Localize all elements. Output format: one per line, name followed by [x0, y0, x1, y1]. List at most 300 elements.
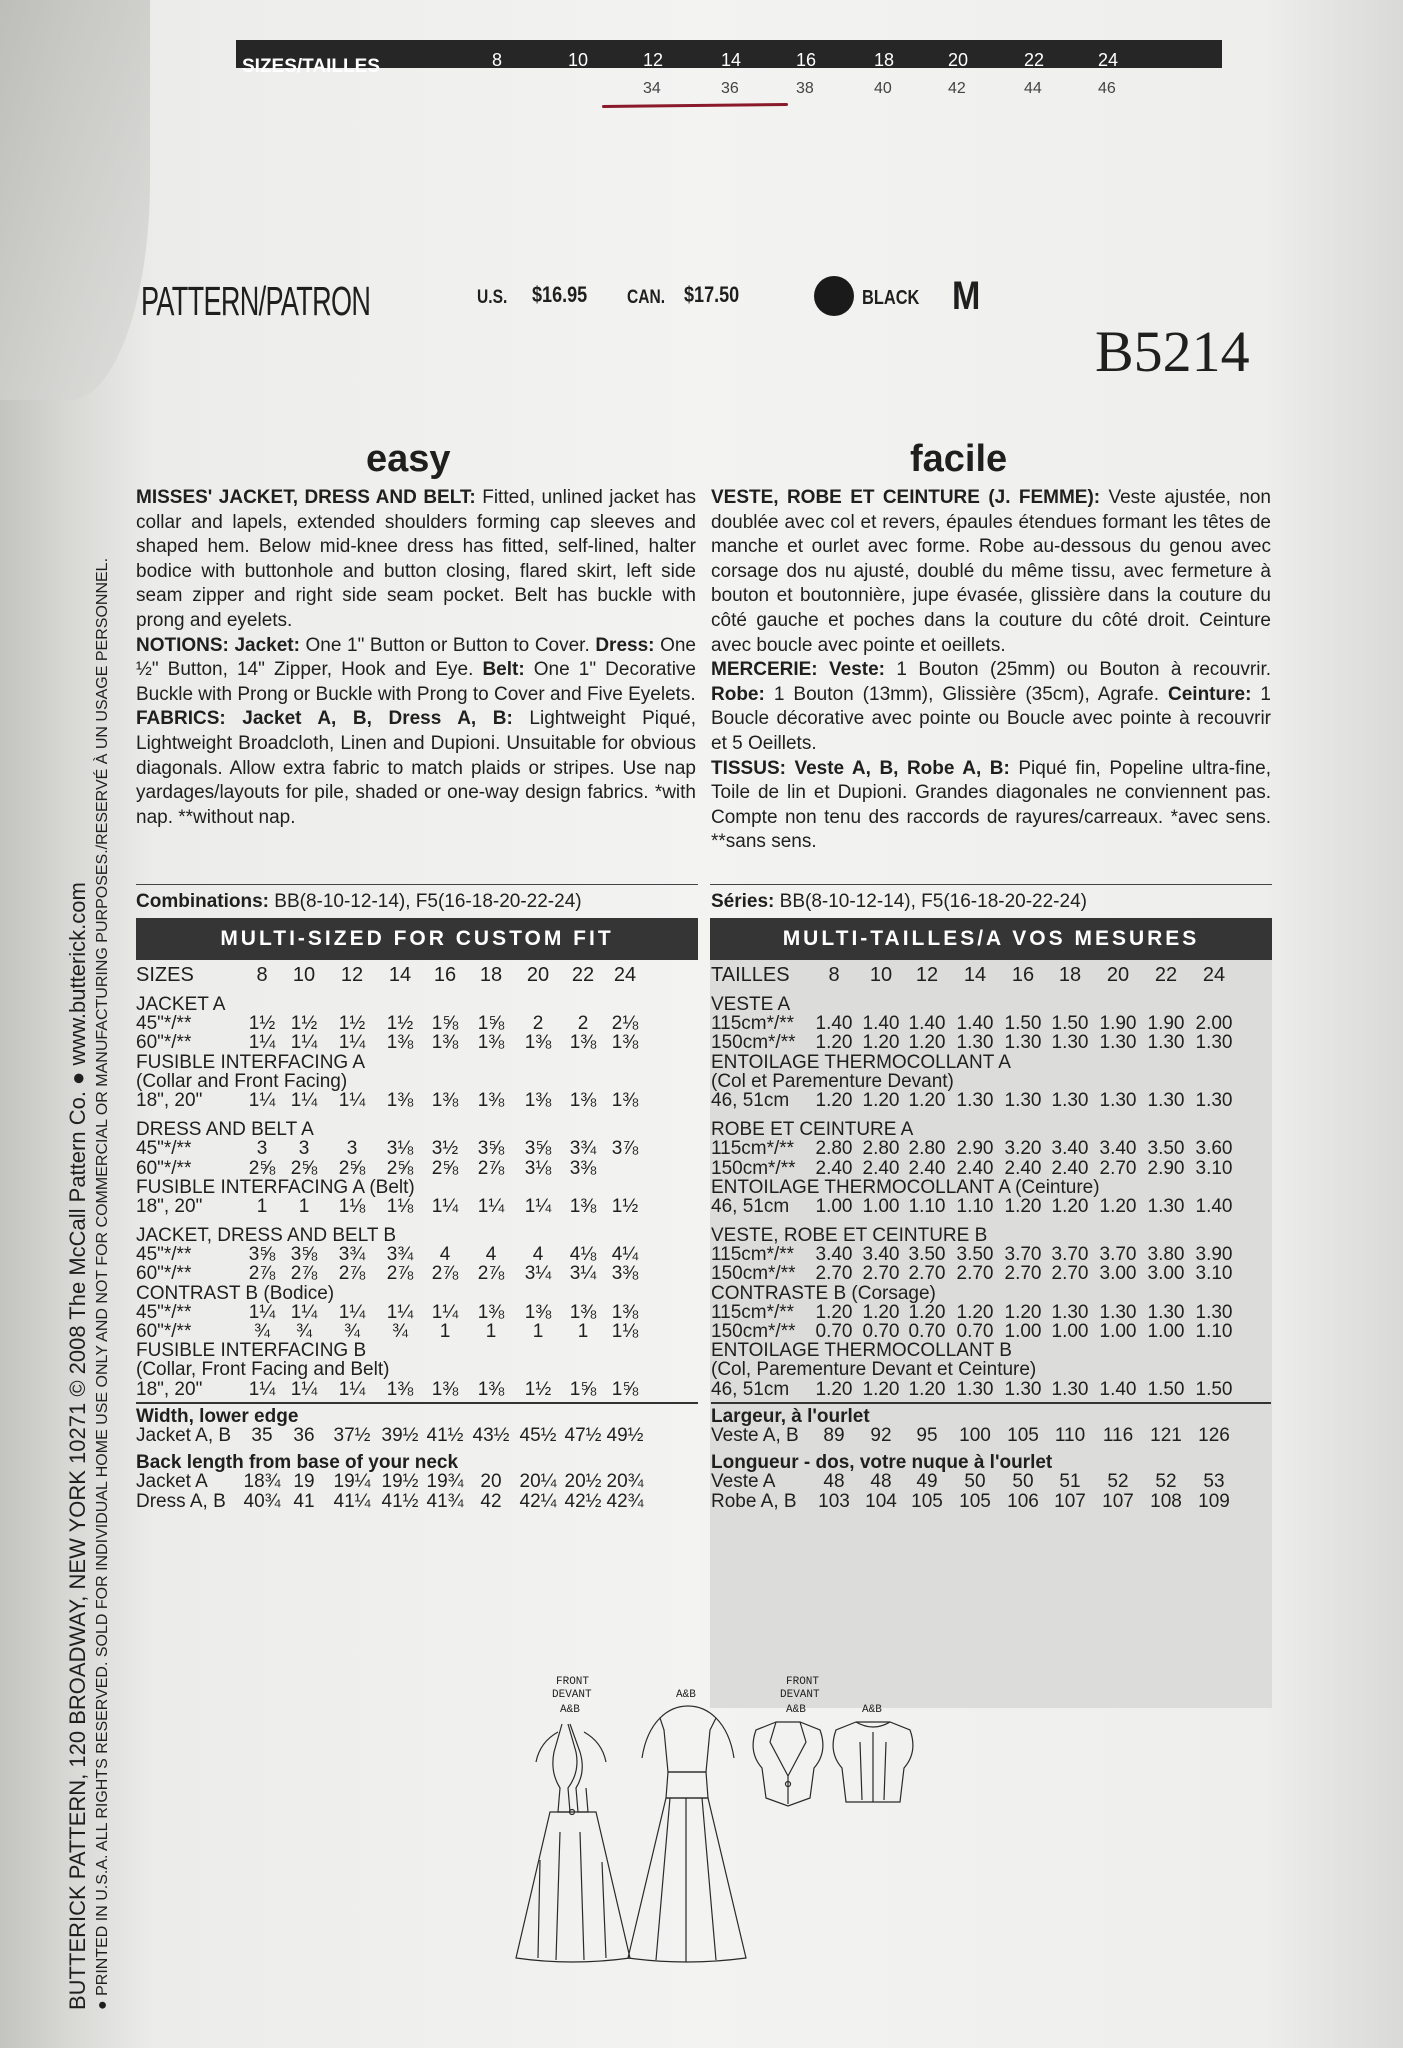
size-header-row [136, 964, 698, 994]
fabrics-text: Lightweight Piqué, Lightweight Broadcloth, Linen and Dupioni. Unsuitable for obvious diagonals. Allow extra fabric to match plaids or stripes. Use nap yardages/layouts for pile, shaded or one-way design fabrics. *with nap. **without nap. [136, 708, 696, 828]
heading-easy: easy [366, 438, 451, 480]
table-cell: 1⅜ [477, 1032, 505, 1054]
table-cell: 105 [1007, 1424, 1039, 1446]
table-cell: 14 [388, 964, 412, 986]
table-cell: 107 [1102, 1490, 1134, 1512]
row-label: CONTRAST B (Bodice) [136, 1282, 335, 1304]
table-cell: 1.10 [1195, 1321, 1233, 1342]
table-cell: 1.30 [956, 1032, 994, 1054]
table-cell: 16 [1011, 964, 1035, 986]
table-cell: 109 [1198, 1490, 1230, 1512]
label-ab-4: A&B [862, 1704, 882, 1716]
table-cell: 2.70 [1004, 1263, 1042, 1285]
label-front-2: FRONT [786, 1676, 820, 1688]
desc-text-fr: Veste ajustée, non doublée avec col et revers, épaules étendues formant les têtes de manche et ourlet avec forme. Robe au-dessous du genou avec corsage dos nu ajusté, doublé du même tissu, avec fermeture à bouton et boutonnière, jupe évasée, glissière dans la couture du côté gauche et poches dans la couture du côté droit. Ceinture avec boucle avec pointe et oeillets. [711, 487, 1271, 656]
vertical-copyright-text [64, 360, 114, 2010]
table-cell: 4⅛ [569, 1244, 597, 1266]
row-label: ENTOILAGE THERMOCOLLANT B [711, 1340, 1012, 1362]
table-cell: 1.20 [908, 1378, 946, 1400]
table-cell: 3.40 [1099, 1138, 1137, 1160]
dress-back-view [628, 1689, 746, 1962]
dress-front-view [516, 1676, 630, 1962]
table-cell: 1.90 [1147, 1013, 1185, 1035]
table-cell: 1.30 [1147, 1301, 1185, 1323]
desc-text: Fitted, unlined jacket has collar and lapels, extended shoulders forming cap sleeves and shaped hem. Below mid-knee dress has fitted, self-lined, halter bodice with buttonhole and button closing, flared skirt, left side seam zipper and right side seam pocket. Belt has buckle with prong and eyelets. [136, 487, 696, 631]
table-cell: 105 [959, 1490, 991, 1512]
table-cell: 8 [256, 964, 268, 986]
table-cell: 3⅞ [611, 1138, 639, 1160]
table-row [136, 1302, 698, 1321]
table-cell: 52 [1155, 1471, 1177, 1493]
table-cell: 1.00 [815, 1195, 853, 1217]
table-cell: 2.80 [815, 1138, 853, 1160]
table-cell: 3.90 [1195, 1244, 1233, 1266]
row-label: FUSIBLE INTERFACING B [136, 1340, 367, 1362]
table-cell: 2.90 [956, 1138, 994, 1160]
table-cell: 2.80 [908, 1138, 946, 1160]
table-cell: 20 [480, 1471, 502, 1493]
us-price: $16.95 [532, 282, 588, 307]
table-cell: 1.30 [1099, 1301, 1137, 1323]
table-cell: 1.30 [1195, 1089, 1233, 1111]
table-cell: 1⅜ [386, 1378, 414, 1400]
table-cell: 2.40 [1051, 1157, 1089, 1179]
table-cell: 3.70 [1051, 1244, 1089, 1266]
table-cell: 1.00 [1099, 1321, 1137, 1342]
french-description [711, 486, 1271, 855]
table-row [136, 1244, 698, 1266]
row-label: JACKET, DRESS AND BELT B [136, 1225, 397, 1247]
table-row [711, 1244, 1271, 1266]
table-cell: 2⅝ [290, 1157, 318, 1179]
table-cell: 1½ [248, 1013, 276, 1035]
table-cell: 1.10 [908, 1195, 946, 1217]
table-cell: 3.70 [1004, 1244, 1042, 1266]
table-cell: 1.90 [1099, 1013, 1137, 1035]
table-cell: 107 [1054, 1490, 1086, 1512]
table-cell: 1 [532, 1321, 544, 1342]
view-line-drawings [510, 1672, 930, 1964]
table-cell: 20 [1106, 964, 1130, 986]
table-cell: 24 [613, 964, 637, 986]
table-row [136, 1196, 698, 1215]
table-cell: 1.30 [1195, 1032, 1233, 1054]
table-cell: 1.20 [956, 1301, 994, 1323]
table-cell: 1⅜ [477, 1378, 505, 1400]
table-cell: 1⅜ [431, 1089, 459, 1111]
table-cell: 1.20 [862, 1089, 900, 1111]
table-row [136, 994, 698, 1013]
size-strip-bust: 42 [948, 80, 966, 97]
row-label: ROBE ET CEINTURE A [711, 1119, 914, 1141]
table-cell: 1.20 [815, 1089, 853, 1111]
row-label: 60"*/** [136, 1032, 192, 1054]
table-cell: 2.70 [956, 1263, 994, 1285]
size-strip-number: 8 [492, 50, 503, 70]
combinations [136, 891, 582, 913]
table-cell: 3.10 [1195, 1157, 1233, 1179]
table-cell: 1.30 [1004, 1378, 1042, 1400]
notions-dress: One ½" Button, 14" Zipper, Hook and Eye. [136, 634, 696, 681]
row-label: Robe A, B [711, 1490, 797, 1512]
combo-label: Combinations: [136, 891, 269, 912]
table-cell: 2.00 [1195, 1013, 1233, 1035]
table-cell: 36 [293, 1424, 315, 1446]
table-cell: 19 [293, 1471, 315, 1493]
row-label: 150cm*/** [711, 1157, 796, 1179]
table-cell: 1½ [290, 1013, 318, 1035]
table-cell: 3.00 [1099, 1263, 1137, 1285]
table-cell: 2⅝ [386, 1157, 414, 1179]
table-cell: 2.40 [1004, 1157, 1042, 1179]
row-label: 150cm*/** [711, 1321, 796, 1342]
table-cell: 4 [439, 1244, 451, 1266]
table-cell: 1.20 [1051, 1195, 1089, 1217]
table-cell: 1.20 [1099, 1195, 1137, 1217]
table-cell: ¾ [254, 1321, 270, 1342]
table-cell: 49½ [606, 1424, 644, 1446]
width-title-row [136, 1406, 698, 1425]
color-label: BLACK [862, 287, 920, 309]
table-row [136, 1283, 698, 1302]
back-length-title-row [136, 1452, 698, 1474]
table-cell: 4¼ [611, 1244, 639, 1266]
table-cell: 19¼ [333, 1471, 371, 1493]
back-length-row [136, 1491, 698, 1510]
table-cell: 2.40 [956, 1157, 994, 1179]
table-cell: 1.40 [956, 1013, 994, 1035]
table-row [136, 1158, 698, 1177]
mercerie-robe: 1 Bouton (13mm), Glissière (35cm), Agrafe. [764, 683, 1168, 705]
table-cell: 1.20 [862, 1378, 900, 1400]
table-row [136, 1321, 698, 1340]
mercerie-title: MERCERIE: Veste: [711, 659, 885, 681]
table-cell: 2.80 [862, 1138, 900, 1160]
table-cell: 3¼ [524, 1263, 552, 1285]
row-label: Width, lower edge [136, 1405, 299, 1427]
table-cell: 1¼ [290, 1378, 318, 1400]
english-description [136, 486, 696, 830]
table-cell: ¾ [392, 1321, 408, 1342]
size-strip-bust: 44 [1024, 80, 1042, 97]
table-cell: 116 [1102, 1424, 1134, 1446]
row-label: CONTRASTE B (Corsage) [711, 1282, 936, 1304]
table-title-bar-fr: MULTI-TAILLES/A VOS MESURES [710, 918, 1272, 960]
jacket-back-view [833, 1704, 913, 1802]
table-cell: 3 [346, 1138, 358, 1160]
table-cell: 3.00 [1147, 1263, 1185, 1285]
back-length-row [711, 1471, 1271, 1493]
table-cell: 0.70 [908, 1321, 946, 1342]
row-label: 46, 51cm [711, 1378, 790, 1400]
size-strip-bust: 46 [1098, 80, 1116, 97]
table-cell: 3⅝ [290, 1244, 318, 1266]
table-cell: 1⅜ [386, 1089, 414, 1111]
size-strip-number: 10 [568, 50, 589, 70]
table-cell: 1.30 [956, 1378, 994, 1400]
table-cell: 108 [1150, 1490, 1182, 1512]
table-cell: 1.40 [1099, 1378, 1137, 1400]
table-cell: 1 [577, 1321, 589, 1342]
table-cell: 2.90 [1147, 1157, 1185, 1179]
table-cell: 4 [532, 1244, 544, 1266]
size-header-row [711, 964, 1271, 994]
row-label: ENTOILAGE THERMOCOLLANT A [711, 1051, 1011, 1073]
can-price: $17.50 [684, 282, 740, 307]
series-label: Séries: [711, 891, 775, 912]
table-row [711, 1359, 1271, 1381]
table-cell: 45½ [519, 1424, 557, 1446]
row-label: ENTOILAGE THERMOCOLLANT A (Ceinture) [711, 1176, 1100, 1198]
table-cell: 1¼ [338, 1301, 366, 1323]
table-cell: 1⅜ [524, 1089, 552, 1111]
table-cell: 1.50 [1051, 1013, 1089, 1035]
table-cell: 1.30 [1051, 1089, 1089, 1111]
label-front: FRONT [556, 1676, 590, 1688]
table-cell: 1 [439, 1321, 451, 1342]
table-cell: 2⅝ [431, 1157, 459, 1179]
row-label: FUSIBLE INTERFACING A [136, 1051, 366, 1073]
table-row [711, 1090, 1271, 1109]
table-cell: 3⅝ [248, 1244, 276, 1266]
table-cell: 47½ [564, 1424, 602, 1446]
table-cell: 1.20 [815, 1301, 853, 1323]
table-cell: 50 [1012, 1471, 1034, 1493]
table-title-bar: MULTI-SIZED FOR CUSTOM FIT [136, 918, 698, 960]
table-cell: 52 [1107, 1471, 1129, 1493]
table-cell: 19½ [381, 1471, 419, 1493]
size-strip-bust: 38 [796, 80, 814, 97]
tissus-title: TISSUS: Veste A, B, Robe A, B: [711, 757, 1010, 779]
table-cell: 1¼ [477, 1195, 505, 1217]
table-cell: 41½ [426, 1424, 464, 1446]
table-cell: 1.30 [1051, 1301, 1089, 1323]
table-cell: 20¼ [519, 1471, 557, 1493]
table-cell: 1⅜ [431, 1032, 459, 1054]
row-label: Veste A, B [711, 1424, 799, 1446]
size-strip-number: 14 [721, 50, 742, 70]
row-label: 115cm*/** [711, 1244, 795, 1266]
table-cell: 10 [869, 964, 893, 986]
table-cell: 3.20 [1004, 1138, 1042, 1160]
table-cell: ¾ [296, 1321, 312, 1342]
table-cell: 1.50 [1195, 1378, 1233, 1400]
table-cell: 1⅜ [477, 1301, 505, 1323]
table-cell: 3.70 [1099, 1244, 1137, 1266]
table-cell: 1¼ [386, 1301, 414, 1323]
width-title-row [711, 1406, 1271, 1425]
row-label: FUSIBLE INTERFACING A (Belt) [136, 1176, 415, 1198]
table-cell: 12 [915, 964, 939, 986]
table-cell: 1¼ [338, 1032, 366, 1054]
table-row [136, 1340, 698, 1362]
table-cell: 1.40 [862, 1013, 900, 1035]
table-cell: 49 [916, 1471, 938, 1493]
label-ab-3: A&B [786, 1704, 806, 1716]
mercerie-ceinture: 1 Boucle décorative avec pointe ou Boucle avec pointe à recouvrir et 5 Oeillets. [711, 683, 1271, 754]
table-row [711, 1071, 1271, 1090]
table-cell: 40¾ [243, 1490, 281, 1512]
table-cell: 1½ [386, 1013, 414, 1035]
table-cell: 18 [1058, 964, 1082, 986]
table-cell: 1⅜ [524, 1032, 552, 1054]
pattern-label: PATTERN/PATRON [141, 278, 371, 324]
row-label: 18", 20" [136, 1089, 203, 1111]
table-cell: 1⅜ [611, 1032, 639, 1054]
table-row [136, 1052, 698, 1071]
table-cell: 1⅜ [569, 1089, 597, 1111]
table-cell: 1⅜ [569, 1195, 597, 1217]
table-cell: 3⅛ [386, 1138, 414, 1160]
row-label: (Collar, Front Facing and Belt) [136, 1359, 390, 1381]
combo-values: BB(8-10-12-14), F5(16-18-20-22-24) [269, 891, 582, 912]
label-ab: A&B [560, 1704, 580, 1716]
table-cell: 43½ [472, 1424, 510, 1446]
table-cell: 20 [526, 964, 550, 986]
table-cell: 0.70 [956, 1321, 994, 1342]
table-cell: 1.30 [1195, 1301, 1233, 1323]
table-row [711, 1013, 1271, 1035]
table-cell: 1¼ [431, 1195, 459, 1217]
table-row [711, 1263, 1271, 1285]
row-label: (Col, Parementure Devant et Ceinture) [711, 1359, 1037, 1381]
table-row [136, 1138, 698, 1160]
table-cell: 104 [865, 1490, 897, 1512]
table-cell: 2⅞ [248, 1263, 276, 1285]
row-label: 60"*/** [136, 1321, 192, 1342]
table-cell: 12 [340, 964, 364, 986]
table-cell: 41¼ [333, 1490, 371, 1512]
table-cell: 0.70 [815, 1321, 853, 1342]
table-cell: 42 [480, 1490, 502, 1512]
table-row [711, 1225, 1271, 1247]
back-length-row [711, 1491, 1271, 1510]
table-cell: 39½ [381, 1424, 419, 1446]
table-cell: 1.30 [1051, 1032, 1089, 1054]
size-strip-number: 24 [1098, 50, 1119, 70]
table-cell: 1⅜ [524, 1301, 552, 1323]
table-cell: 20¾ [606, 1471, 644, 1493]
table-cell: 1.00 [862, 1195, 900, 1217]
width-row [711, 1425, 1271, 1444]
table-cell: 2.70 [908, 1263, 946, 1285]
table-cell: 1⅜ [611, 1301, 639, 1323]
table-cell: 3¾ [386, 1244, 414, 1266]
table-cell: 42¼ [519, 1490, 557, 1512]
table-cell: 42½ [564, 1490, 602, 1512]
table-cell: 1 [256, 1195, 268, 1217]
table-cell: 1.20 [862, 1032, 900, 1054]
table-cell: 1.30 [1147, 1089, 1185, 1111]
table-row [136, 1359, 698, 1381]
table-cell: 3.10 [1195, 1263, 1233, 1285]
label-ab-2: A&B [676, 1689, 696, 1701]
table-cell: 1.20 [908, 1301, 946, 1323]
table-cell: 22 [1154, 964, 1178, 986]
table-cell: 1.30 [1147, 1195, 1185, 1217]
row-label: 150cm*/** [711, 1032, 796, 1054]
label-devant: DEVANT [552, 1689, 592, 1701]
label-devant-2: DEVANT [780, 1689, 820, 1701]
yardage-table-en [136, 964, 698, 1510]
heading-facile: facile [910, 438, 1008, 480]
jacket-front-view [753, 1676, 823, 1806]
table-cell: 103 [818, 1490, 850, 1512]
table-cell: 24 [1202, 964, 1226, 986]
table-row [711, 1283, 1271, 1302]
size-strip-label: SIZES/TAILLES [242, 56, 380, 77]
mercerie-veste: 1 Bouton (25mm) ou Bouton à recouvrir. [885, 659, 1272, 681]
row-label: 45"*/** [136, 1138, 192, 1160]
desc-title: MISSES' JACKET, DRESS AND BELT: [136, 487, 476, 508]
row-label: 45"*/** [136, 1244, 192, 1266]
table-cell: 95 [916, 1424, 938, 1446]
row-label: 18", 20" [136, 1378, 203, 1400]
table-cell: 1¼ [431, 1301, 459, 1323]
table-cell: 92 [870, 1424, 892, 1446]
table-cell: 1¼ [338, 1089, 366, 1111]
pattern-number: B5214 [1095, 319, 1250, 384]
size-strip-number: 12 [643, 50, 664, 70]
table-cell: 18¾ [243, 1471, 281, 1493]
table-cell: 1.20 [815, 1032, 853, 1054]
table-cell: 1.20 [815, 1378, 853, 1400]
size-strip-bust: 40 [874, 80, 892, 97]
row-label: 45"*/** [136, 1301, 192, 1323]
size-strip-number: 22 [1024, 50, 1045, 70]
table-cell: 42¾ [606, 1490, 644, 1512]
table-row [136, 1177, 698, 1196]
rights-line: ● PRINTED IN U.S.A. ALL RIGHTS RESERVED. SOLD FOR INDIVIDUAL HOME USE ONLY AND NOT FOR COMMERCIAL OR MANUFACTURING PURPOSES./RESERVÉ À UN USAGE PERSONNEL. [94, 557, 111, 2010]
row-label: Largeur, à l'ourlet [711, 1405, 870, 1427]
notions-jacket: One 1" Button or Button to Cover. [299, 634, 596, 656]
table-cell: 1.40 [1195, 1195, 1233, 1217]
table-cell: 1 [485, 1321, 497, 1342]
table-cell: 14 [963, 964, 987, 986]
size-strip-bust: 36 [721, 80, 739, 97]
table-cell: 1⅜ [611, 1089, 639, 1111]
table-cell: 1.30 [1051, 1378, 1089, 1400]
row-label: VESTE, ROBE ET CEINTURE B [711, 1225, 988, 1247]
row-label: (Col et Parementure Devant) [711, 1070, 954, 1092]
table-cell: 2 [577, 1013, 589, 1035]
row-label: Dress A, B [136, 1490, 226, 1512]
table-cell: 1⅛ [338, 1195, 366, 1217]
table-cell: 3 [256, 1138, 268, 1160]
table-cell: 2⅝ [248, 1157, 276, 1179]
table-cell: 1.20 [862, 1301, 900, 1323]
table-cell: 2⅞ [338, 1263, 366, 1285]
table-cell: 41½ [381, 1490, 419, 1512]
table-cell: 3.50 [1147, 1138, 1185, 1160]
table-cell: 1.20 [908, 1089, 946, 1111]
row-label: TAILLES [711, 964, 790, 986]
table-row [136, 1379, 698, 1398]
table-cell: 53 [1203, 1471, 1225, 1493]
table-cell: 22 [571, 964, 595, 986]
table-row [711, 1119, 1271, 1141]
table-cell: 1.30 [1004, 1089, 1042, 1111]
table-cell: 3⅜ [569, 1157, 597, 1179]
table-cell: 18 [479, 964, 503, 986]
table-cell: 3¾ [338, 1244, 366, 1266]
width-row [136, 1425, 698, 1444]
table-cell: 1⅝ [569, 1378, 597, 1400]
table-cell: 106 [1007, 1490, 1039, 1512]
row-label: Veste A [711, 1471, 776, 1493]
table-row [136, 1119, 698, 1141]
table-cell: 1.40 [908, 1013, 946, 1035]
